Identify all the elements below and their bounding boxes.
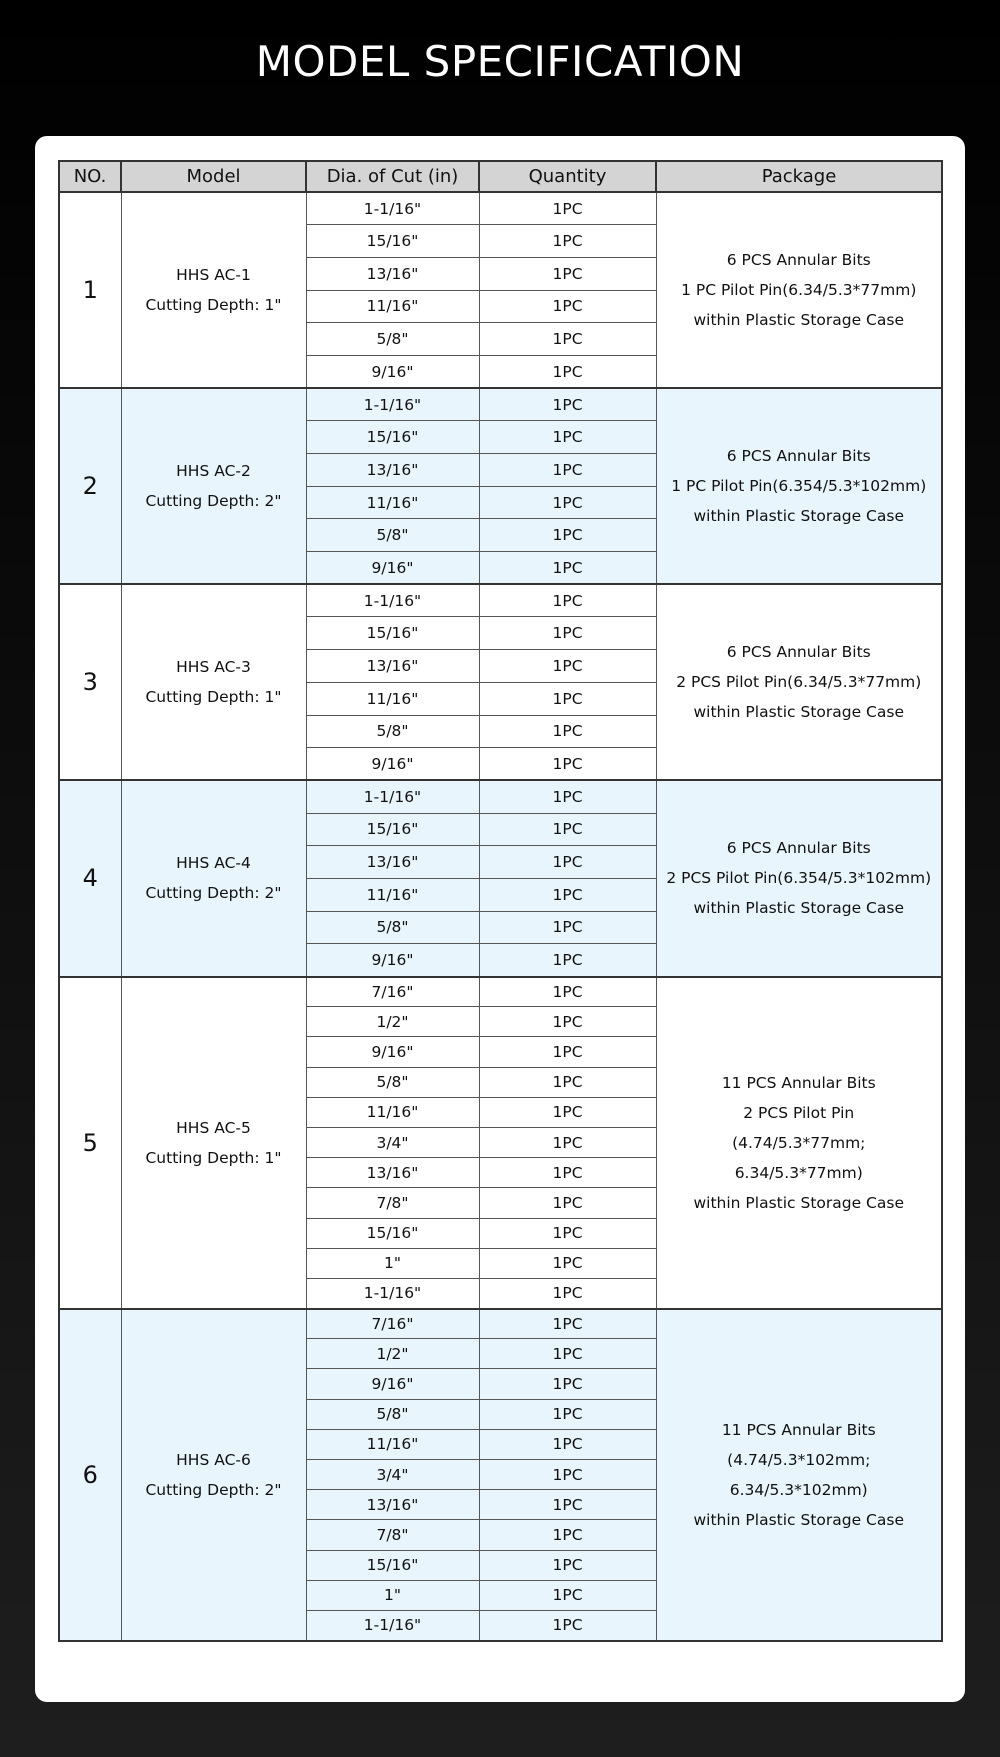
quantity-cell: 1PC <box>479 1278 656 1308</box>
package-cell <box>656 192 942 388</box>
package-line: within Plastic Storage Case <box>693 899 904 918</box>
quantity-cell: 1PC <box>479 257 656 290</box>
dia-cell: 15/16" <box>306 813 479 846</box>
dia-cell: 9/16" <box>306 944 479 977</box>
quantity-cell: 1PC <box>479 715 656 748</box>
dia-cell: 3/4" <box>306 1127 479 1157</box>
dia-cell: 13/16" <box>306 454 479 487</box>
model-line: Cutting Depth: 1" <box>145 1148 282 1167</box>
model-line: Cutting Depth: 2" <box>145 492 282 511</box>
dia-cell: 1-1/16" <box>306 1278 479 1308</box>
package-line: (4.74/5.3*102mm; <box>727 1450 871 1469</box>
dia-cell: 11/16" <box>306 486 479 519</box>
dia-cell: 15/16" <box>306 617 479 650</box>
header-quantity: Quantity <box>479 161 656 192</box>
package-line: 2 PCS Pilot Pin(6.354/5.3*102mm) <box>666 869 932 888</box>
quantity-cell: 1PC <box>479 192 656 225</box>
package-line: within Plastic Storage Case <box>693 703 904 722</box>
dia-cell: 13/16" <box>306 1490 479 1520</box>
package-line: 6 PCS Annular Bits <box>726 643 871 662</box>
quantity-cell: 1PC <box>479 650 656 683</box>
dia-cell: 1/2" <box>306 1339 479 1369</box>
dia-cell: 9/16" <box>306 355 479 388</box>
model-name <box>121 388 306 584</box>
quantity-cell: 1PC <box>479 584 656 617</box>
dia-cell: 1-1/16" <box>306 1610 479 1640</box>
quantity-cell: 1PC <box>479 323 656 356</box>
model-group <box>59 388 942 584</box>
dia-cell: 3/4" <box>306 1460 479 1490</box>
quantity-cell: 1PC <box>479 617 656 650</box>
model-group <box>59 977 942 1309</box>
dia-cell: 1-1/16" <box>306 192 479 225</box>
quantity-cell: 1PC <box>479 1158 656 1188</box>
quantity-cell: 1PC <box>479 1037 656 1067</box>
quantity-cell: 1PC <box>479 1520 656 1550</box>
quantity-cell: 1PC <box>479 519 656 552</box>
package-line: 6.34/5.3*77mm) <box>734 1163 863 1182</box>
dia-cell: 7/8" <box>306 1188 479 1218</box>
dia-cell: 15/16" <box>306 421 479 454</box>
package-line: 6 PCS Annular Bits <box>726 447 871 466</box>
quantity-cell: 1PC <box>479 552 656 585</box>
model-line: HHS AC-2 <box>176 462 251 481</box>
quantity-cell: 1PC <box>479 486 656 519</box>
model-line: HHS AC-4 <box>176 854 251 873</box>
header-package: Package <box>656 161 942 192</box>
dia-cell: 1-1/16" <box>306 388 479 421</box>
dia-cell: 9/16" <box>306 552 479 585</box>
quantity-cell: 1PC <box>479 1218 656 1248</box>
quantity-cell: 1PC <box>479 1067 656 1097</box>
dia-cell: 13/16" <box>306 846 479 879</box>
quantity-cell: 1PC <box>479 1550 656 1580</box>
package-cell <box>656 977 942 1309</box>
package-line: 6 PCS Annular Bits <box>726 839 871 858</box>
dia-cell: 11/16" <box>306 1097 479 1127</box>
table-row <box>59 1309 942 1339</box>
model-name <box>121 192 306 388</box>
dia-cell: 9/16" <box>306 1037 479 1067</box>
package-line: 2 PCS Pilot Pin <box>743 1103 855 1122</box>
quantity-cell: 1PC <box>479 1248 656 1278</box>
quantity-cell: 1PC <box>479 1127 656 1157</box>
dia-cell: 15/16" <box>306 1218 479 1248</box>
quantity-cell: 1PC <box>479 1429 656 1459</box>
page-title: MODEL SPECIFICATION <box>255 37 745 86</box>
dia-cell: 1/2" <box>306 1007 479 1037</box>
quantity-cell: 1PC <box>479 1460 656 1490</box>
quantity-cell: 1PC <box>479 748 656 781</box>
package-line: 1 PC Pilot Pin(6.354/5.3*102mm) <box>671 477 927 496</box>
package-line: within Plastic Storage Case <box>693 311 904 330</box>
package-line: 2 PCS Pilot Pin(6.34/5.3*77mm) <box>676 673 922 692</box>
model-number: 2 <box>59 388 121 584</box>
quantity-cell: 1PC <box>479 421 656 454</box>
model-line: HHS AC-6 <box>176 1450 251 1469</box>
quantity-cell: 1PC <box>479 911 656 944</box>
model-name <box>121 977 306 1309</box>
quantity-cell: 1PC <box>479 1309 656 1339</box>
package-line: 11 PCS Annular Bits <box>721 1073 876 1092</box>
dia-cell: 11/16" <box>306 290 479 323</box>
model-line: Cutting Depth: 1" <box>145 688 282 707</box>
dia-cell: 5/8" <box>306 715 479 748</box>
model-group <box>59 192 942 388</box>
dia-cell: 7/16" <box>306 1309 479 1339</box>
quantity-cell: 1PC <box>479 1007 656 1037</box>
package-line: 6.34/5.3*102mm) <box>729 1480 868 1499</box>
table-row <box>59 977 942 1007</box>
dia-cell: 5/8" <box>306 323 479 356</box>
model-line: Cutting Depth: 2" <box>145 1480 282 1499</box>
model-number: 5 <box>59 977 121 1309</box>
package-line: within Plastic Storage Case <box>693 1510 904 1529</box>
quantity-cell: 1PC <box>479 355 656 388</box>
quantity-cell: 1PC <box>479 1369 656 1399</box>
quantity-cell: 1PC <box>479 1399 656 1429</box>
dia-cell: 1-1/16" <box>306 584 479 617</box>
model-line: HHS AC-5 <box>176 1118 251 1137</box>
dia-cell: 11/16" <box>306 878 479 911</box>
model-name <box>121 584 306 780</box>
header-model: Model <box>121 161 306 192</box>
model-line: HHS AC-1 <box>176 266 251 285</box>
quantity-cell: 1PC <box>479 1490 656 1520</box>
package-cell <box>656 584 942 780</box>
dia-cell: 5/8" <box>306 1399 479 1429</box>
header-row <box>59 161 942 192</box>
header-dia: Dia. of Cut (in) <box>306 161 479 192</box>
quantity-cell: 1PC <box>479 290 656 323</box>
dia-cell: 1" <box>306 1248 479 1278</box>
quantity-cell: 1PC <box>479 846 656 879</box>
dia-cell: 9/16" <box>306 1369 479 1399</box>
model-group <box>59 780 942 976</box>
quantity-cell: 1PC <box>479 225 656 258</box>
dia-cell: 9/16" <box>306 748 479 781</box>
dia-cell: 15/16" <box>306 225 479 258</box>
table-row <box>59 192 942 225</box>
dia-cell: 13/16" <box>306 650 479 683</box>
dia-cell: 1" <box>306 1580 479 1610</box>
quantity-cell: 1PC <box>479 1188 656 1218</box>
spec-table <box>58 160 943 1642</box>
model-line: HHS AC-3 <box>176 658 251 677</box>
package-line: within Plastic Storage Case <box>693 507 904 526</box>
quantity-cell: 1PC <box>479 878 656 911</box>
table-row <box>59 584 942 617</box>
quantity-cell: 1PC <box>479 682 656 715</box>
dia-cell: 7/8" <box>306 1520 479 1550</box>
model-number: 6 <box>59 1309 121 1641</box>
model-number: 3 <box>59 584 121 780</box>
quantity-cell: 1PC <box>479 944 656 977</box>
dia-cell: 15/16" <box>306 1550 479 1580</box>
dia-cell: 13/16" <box>306 1158 479 1188</box>
quantity-cell: 1PC <box>479 1580 656 1610</box>
dia-cell: 5/8" <box>306 911 479 944</box>
model-name <box>121 1309 306 1641</box>
quantity-cell: 1PC <box>479 454 656 487</box>
model-number: 4 <box>59 780 121 976</box>
quantity-cell: 1PC <box>479 1097 656 1127</box>
quantity-cell: 1PC <box>479 1610 656 1640</box>
quantity-cell: 1PC <box>479 813 656 846</box>
package-cell <box>656 1309 942 1641</box>
table-row <box>59 780 942 813</box>
model-name <box>121 780 306 976</box>
dia-cell: 5/8" <box>306 519 479 552</box>
quantity-cell: 1PC <box>479 780 656 813</box>
quantity-cell: 1PC <box>479 388 656 421</box>
quantity-cell: 1PC <box>479 1339 656 1369</box>
dia-cell: 13/16" <box>306 257 479 290</box>
package-line: within Plastic Storage Case <box>693 1193 904 1212</box>
package-cell <box>656 388 942 584</box>
model-group <box>59 584 942 780</box>
table-row <box>59 388 942 421</box>
model-line: Cutting Depth: 2" <box>145 884 282 903</box>
dia-cell: 7/16" <box>306 977 479 1007</box>
header-no: NO. <box>59 161 121 192</box>
model-line: Cutting Depth: 1" <box>145 296 282 315</box>
package-line: (4.74/5.3*77mm; <box>732 1133 866 1152</box>
package-line: 11 PCS Annular Bits <box>721 1420 876 1439</box>
dia-cell: 11/16" <box>306 1429 479 1459</box>
dia-cell: 11/16" <box>306 682 479 715</box>
dia-cell: 1-1/16" <box>306 780 479 813</box>
model-number: 1 <box>59 192 121 388</box>
package-line: 6 PCS Annular Bits <box>726 251 871 270</box>
quantity-cell: 1PC <box>479 977 656 1007</box>
package-cell <box>656 780 942 976</box>
spec-card <box>35 136 965 1702</box>
dia-cell: 5/8" <box>306 1067 479 1097</box>
package-line: 1 PC Pilot Pin(6.34/5.3*77mm) <box>681 281 917 300</box>
model-group <box>59 1309 942 1641</box>
